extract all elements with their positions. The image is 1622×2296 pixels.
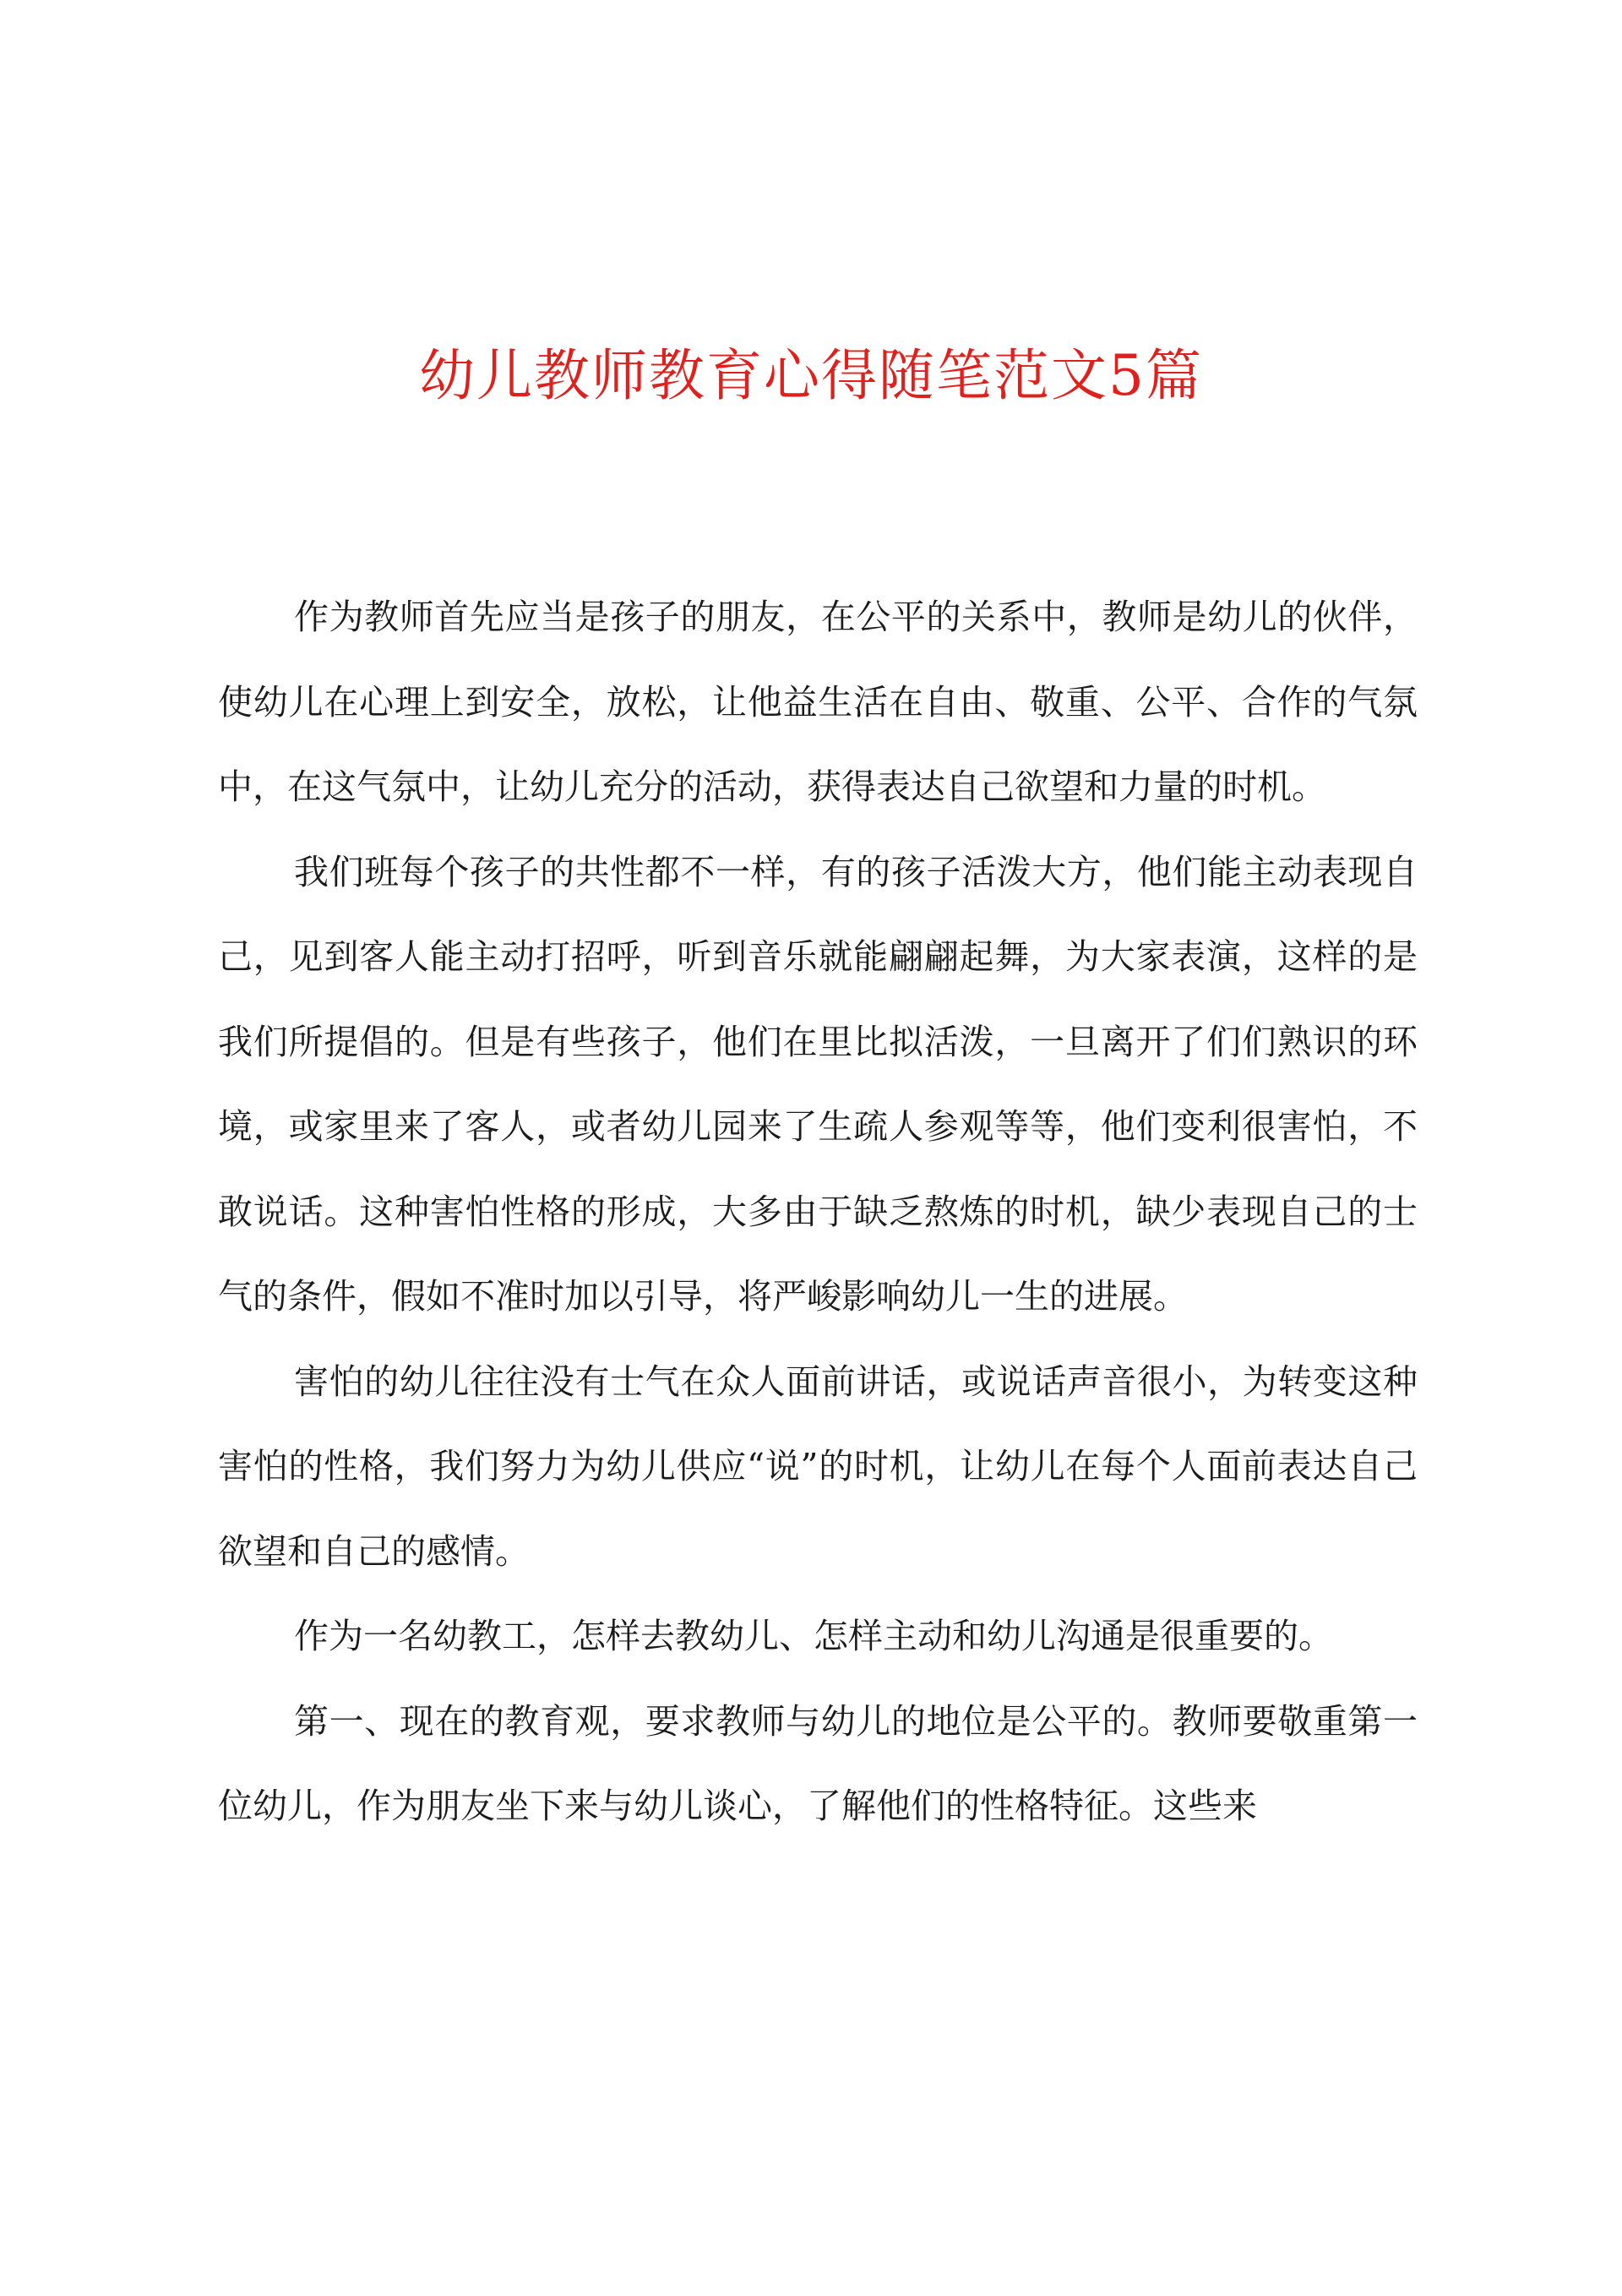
paragraph-2: 我们班每个孩子的共性都不一样，有的孩子活泼大方，他们能主动表现自己，见到客人能主动打招呼，听到音乐就能翩翩起舞，为大家表演，这样的是我们所提倡的。但是有些孩子，他们在里比拟活泼，一旦离开了们们熟识的环境，或家里来了客人，或者幼儿园来了生疏人参观等等，他们变利很害怕，不敢说话。这种害怕性格的形成，大多由于缺乏熬炼的时机，缺少表现自己的士气的条件，假如不准时加以引导，将严峻影响幼儿一生的进展。	[218, 851, 1418, 1317]
paragraph-5: 第一、现在的教育观，要求教师与幼儿的地位是公平的。教师要敬重第一位幼儿，作为朋友坐下来与幼儿谈心，了解他们的性格特征。这些来	[218, 1700, 1418, 1826]
paragraph-1: 作为教师首先应当是孩子的朋友，在公平的关系中，教师是幼儿的伙伴，使幼儿在心理上到安全，放松，让他益生活在自由、敬重、公平、合作的气氛中，在这气氛中，让幼儿充分的活动，获得表达自己欲望和力量的时机。	[218, 597, 1418, 807]
document-title: 幼儿教师教育心得随笔范文5篇	[419, 343, 1203, 408]
paragraph-3: 害怕的幼儿往往没有士气在众人面前讲话，或说话声音很小，为转变这种害怕的性格，我们努力为幼儿供应“说”的时机，让幼儿在每个人面前表达自己欲望和自己的感情。	[218, 1361, 1418, 1572]
paragraph-4: 作为一名幼教工，怎样去教幼儿、怎样主动和幼儿沟通是很重要的。	[294, 1616, 1333, 1656]
document-body	[218, 575, 1418, 1849]
